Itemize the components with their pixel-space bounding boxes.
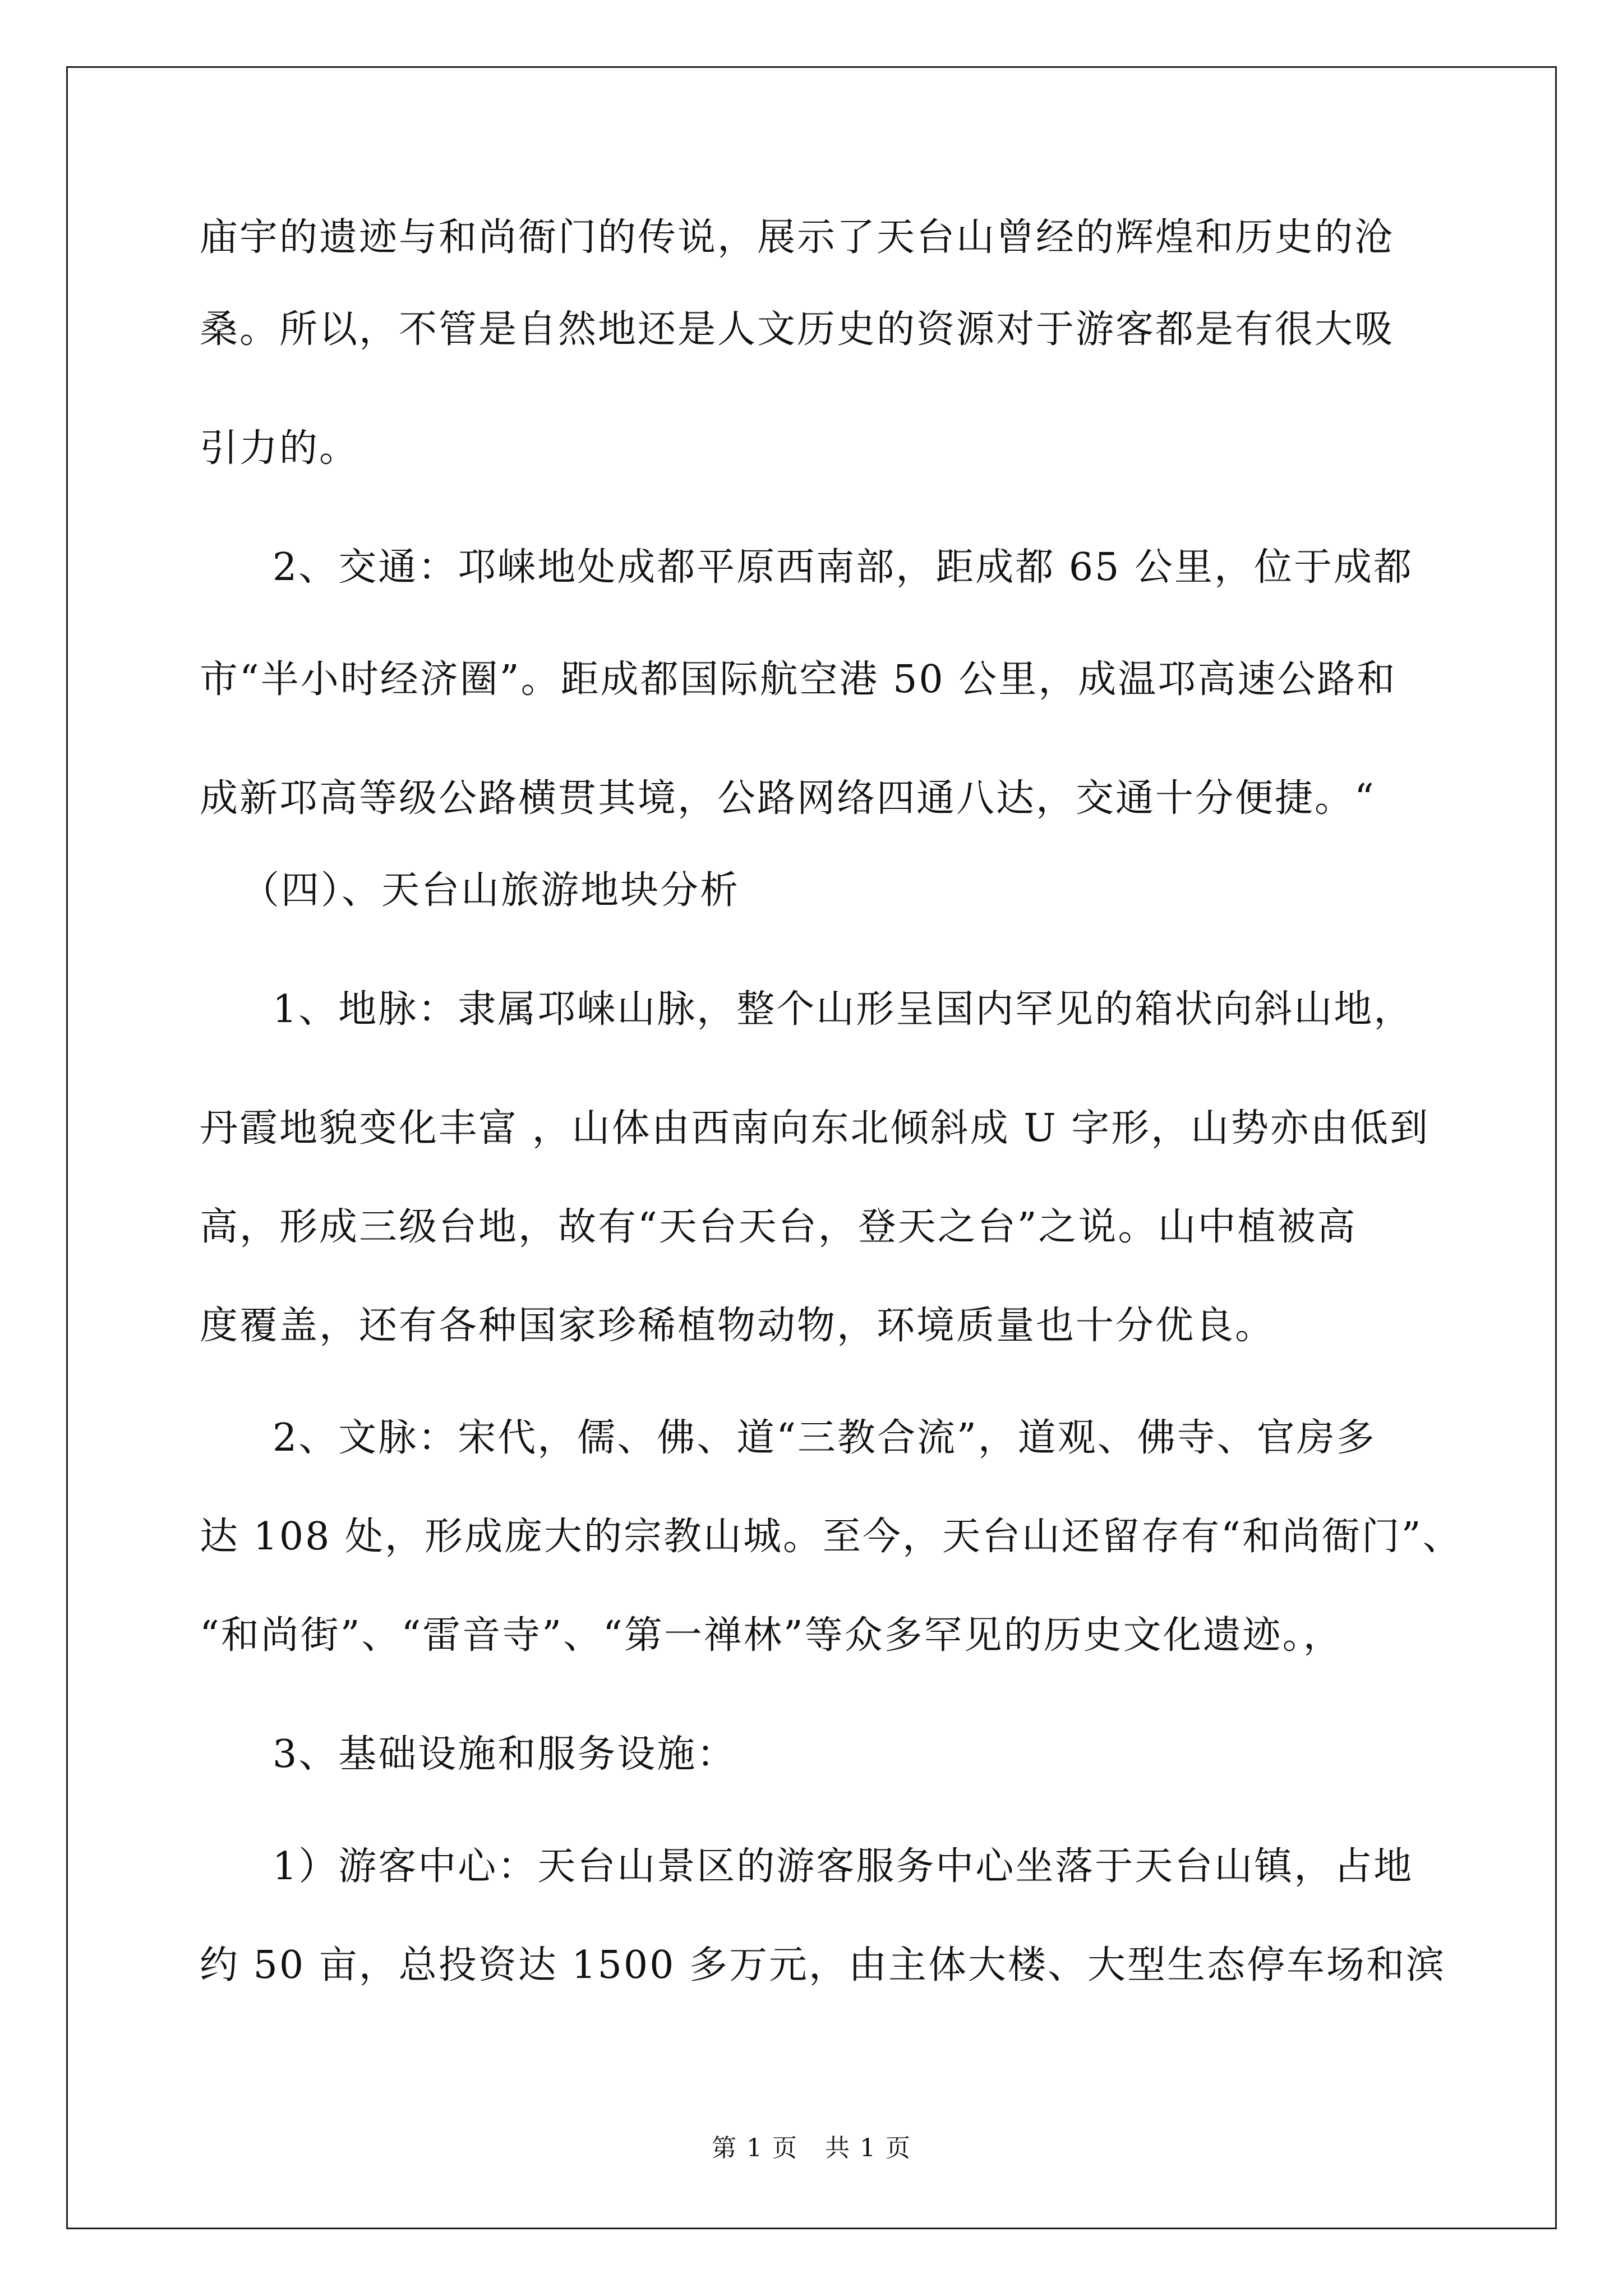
text-line: 桑。所以，不管是自然地还是人文历史的资源对于游客都是有很大吸 [200, 307, 1395, 352]
text-line: 2、文脉：宋代，儒、佛、道“三教合流”，道观、佛寺、官房多 [273, 1416, 1376, 1460]
text-line: 引力的。 [200, 426, 359, 471]
text-line: 度覆盖，还有各种国家珍稀植物动物，环境质量也十分优良。 [200, 1304, 1275, 1348]
text-line: 庙宇的遗迹与和尚衙门的传说，展示了天台山曾经的辉煌和历史的沧 [200, 215, 1395, 260]
text-line: 高，形成三级台地，故有“天台天台，登天之台”之说。山中植被高 [200, 1205, 1357, 1249]
text-line: 1、地脉：隶属邛崃山脉，整个山形呈国内罕见的箱状向斜山地， [273, 987, 1414, 1032]
section-heading: （四）、天台山旅游地块分析 [241, 868, 740, 913]
text-line: 1）游客中心：天台山景区的游客服务中心坐落于天台山镇，占地 [273, 1844, 1414, 1889]
text-line: 市“半小时经济圈”。距成都国际航空港 50 公里，成温邛高速公路和 [200, 657, 1397, 702]
text-line: 成新邛高等级公路横贯其境，公路网络四通八达，交通十分便捷。“ [200, 776, 1376, 821]
text-line: 约 50 亩，总投资达 1500 多万元，由主体大楼、大型生态停车场和滨 [200, 1943, 1446, 1987]
text-line: “和尚街”、“雷音寺”、“第一禅林”等众多罕见的历史文化遗迹。， [200, 1613, 1343, 1658]
text-line: 2、交通：邛崃地处成都平原西南部，距成都 65 公里，位于成都 [273, 545, 1414, 590]
text-line: 3、基础设施和服务设施： [273, 1732, 737, 1777]
text-line: 达 108 处，形成庞大的宗教山城。至今，天台山还留存有“和尚衙门”、 [200, 1515, 1463, 1559]
text-line: 丹霞地貌变化丰富 ，山体由西南向东北倾斜成 U 字形，山势亦由低到 [200, 1106, 1430, 1151]
page-number-footer: 第 1 页 共 1 页 [712, 2134, 911, 2162]
